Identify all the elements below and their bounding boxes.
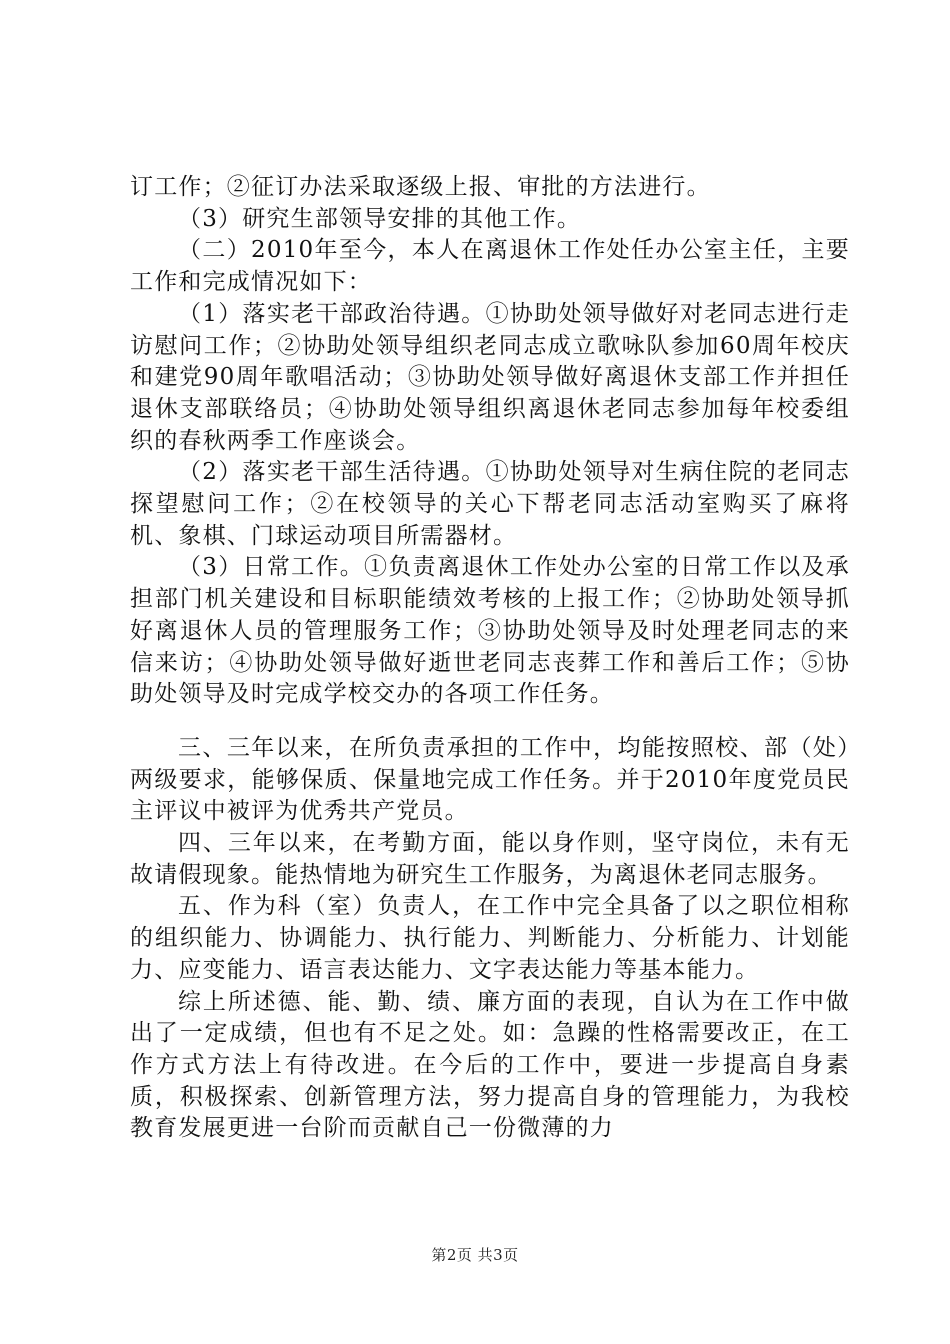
paragraph-section-five: 五、作为科（室）负责人，在工作中完全具备了以之职位相称的组织能力、协调能力、执行能力、判断能力、分析能力、计划能力、应变能力、语言表达能力、文字表达能力等基本能力。 (130, 893, 850, 983)
paragraph-continuation: 订工作；②征订办法采取逐级上报、审批的方法进行。 (130, 174, 711, 200)
document-body (130, 172, 850, 1145)
paragraph-daily-work: （3）日常工作。①负责离退休工作处办公室的日常工作以及承担部门机关建设和目标职能绩效考核的上报工作；②协助处领导抓好离退休人员的管理服务工作；③协助处领导及时处理老同志的来信来访；④协助处领导做好逝世老同志丧葬工作和善后工作；⑤协助处领导及时完成学校交办的各项工作任务。 (130, 554, 850, 708)
paragraph-section-three: 三、三年以来，在所负责承担的工作中，均能按照校、部（处）两级要求，能够保质、保量地完成工作任务。并于2010年度党员民主评议中被评为优秀共产党员。 (130, 734, 850, 825)
paragraph-item-3-other-work: （3）研究生部领导安排的其他工作。 (178, 205, 582, 232)
paragraph-section-two-intro: （二）2010年至今，本人在离退休工作处任办公室主任，主要工作和完成情况如下： (130, 237, 850, 296)
page-number-footer: 第2页 共3页 (431, 1246, 519, 1264)
paragraph-political-treatment: （1）落实老干部政治待遇。①协助处领导做好对老同志进行走访慰问工作；②协助处领导组织老同志成立歌咏队参加60周年校庆和建党90周年歌唱活动；③协助处领导做好离退休支部工作并担任退休支部联络员；④协助处领导组织离退休老同志参加每年校委组织的春秋两季工作座谈会。 (130, 300, 850, 454)
paragraph-summary: 综上所述德、能、勤、绩、廉方面的表现，自认为在工作中做出了一定成绩，但也有不足之处。如：急躁的性格需要改正，在工作方式方法上有待改进。在今后的工作中，要进一步提高自身素质，积极探索、创新管理方法，努力提高自身的管理能力，为我校教育发展更进一台阶而贡献自己一份微薄的力 (130, 988, 850, 1142)
paragraph-section-four: 四、三年以来，在考勤方面，能以身作则，坚守岗位，未有无故请假现象。能热情地为研究生工作服务，为离退休老同志服务。 (130, 830, 850, 888)
paragraph-living-treatment: （2）落实老干部生活待遇。①协助处领导对生病住院的老同志探望慰问工作；②在校领导的关心下帮老同志活动室购买了麻将机、象棋、门球运动项目所需器材。 (130, 459, 850, 549)
